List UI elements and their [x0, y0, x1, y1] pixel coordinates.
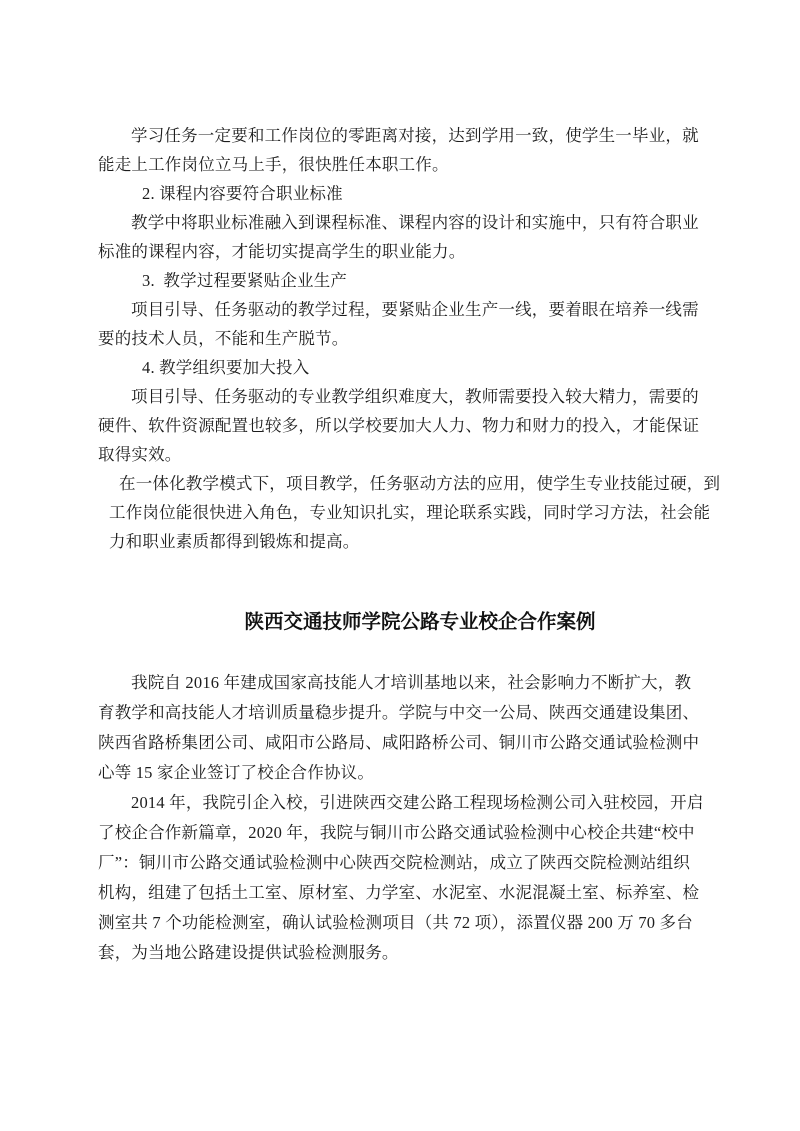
text-line: 教学中将职业标准融入到课程标准、课程内容的设计和实施中，只有符合职业 — [131, 213, 699, 232]
text-line: 取得实效。 — [98, 445, 182, 464]
text-line: 心等 15 家企业签订了校企合作协议。 — [98, 763, 375, 782]
numbered-heading-3: 3. 教学过程要紧贴企业生产 — [142, 271, 348, 290]
text-line: 了校企合作新篇章，2020 年，我院与铜川市公路交通试验检测中心校企共建“校中 — [98, 823, 695, 842]
text-line: 机构，组建了包括土工室、原材室、力学室、水泥室、水泥混凝土室、标养室、检 — [98, 883, 700, 902]
text-line: 要的技术人员，不能和生产脱节。 — [98, 329, 349, 348]
numbered-heading-4: 4. 教学组织要加大投入 — [142, 358, 310, 377]
section-title: 陕西交通技师学院公路专业校企合作案例 — [244, 611, 596, 633]
text-line: 育教学和高技能人才培训质量稳步提升。学院与中交一公局、陕西交通建设集团、 — [98, 703, 700, 722]
text-line: 力和职业素质都得到锻炼和提高。 — [109, 532, 360, 551]
text-line: 标准的课程内容，才能切实提高学生的职业能力。 — [98, 242, 466, 261]
section-body-2 — [98, 668, 704, 968]
text-line: 我院自 2016 年建成国家高技能人才培训基地以来，社会影响力不断扩大，教 — [131, 673, 692, 692]
text-line: 厂”：铜川市公路交通试验检测中心陕西交院检测站，成立了陕西交院检测站组织 — [98, 853, 691, 872]
text-line: 项目引导、任务驱动的专业教学组织难度大，教师需要投入较大精力，需要的 — [131, 387, 699, 406]
text-line: 陕西省路桥集团公司、咸阳市公路局、咸阳路桥公司、铜川市公路交通试验检测中 — [98, 733, 700, 752]
text-line: 2014 年，我院引企入校，引进陕西交建公路工程现场检测公司入驻校园，开启 — [131, 793, 704, 812]
text-line: 学习任务一定要和工作岗位的零距离对接，达到学用一致，使学生一毕业，就 — [131, 126, 699, 145]
text-line: 能走上工作岗位立马上手，很快胜任本职工作。 — [98, 155, 449, 174]
text-line: 硬件、软件资源配置也较多，所以学校要加大人力、物力和财力的投入，才能保证 — [98, 416, 700, 435]
numbered-heading-2: 2. 课程内容要符合职业标准 — [142, 184, 343, 203]
text-line: 测室共 7 个功能检测室，确认试验检测项目（共 72 项），添置仪器 200 万 70 多台 — [98, 913, 693, 932]
text-line: 工作岗位能很快进入角色，专业知识扎实，理论联系实践，同时学习方法，社会能 — [109, 503, 711, 522]
text-line: 套，为当地公路建设提供试验检测服务。 — [98, 943, 399, 962]
text-line: 项目引导、任务驱动的教学过程，要紧贴企业生产一线，要着眼在培养一线需 — [131, 300, 699, 319]
closing-paragraph — [109, 469, 721, 556]
text-line: 在一体化教学模式下，项目教学，任务驱动方法的应用，使学生专业技能过硬，到 — [119, 474, 721, 493]
section-body-1 — [98, 121, 721, 556]
